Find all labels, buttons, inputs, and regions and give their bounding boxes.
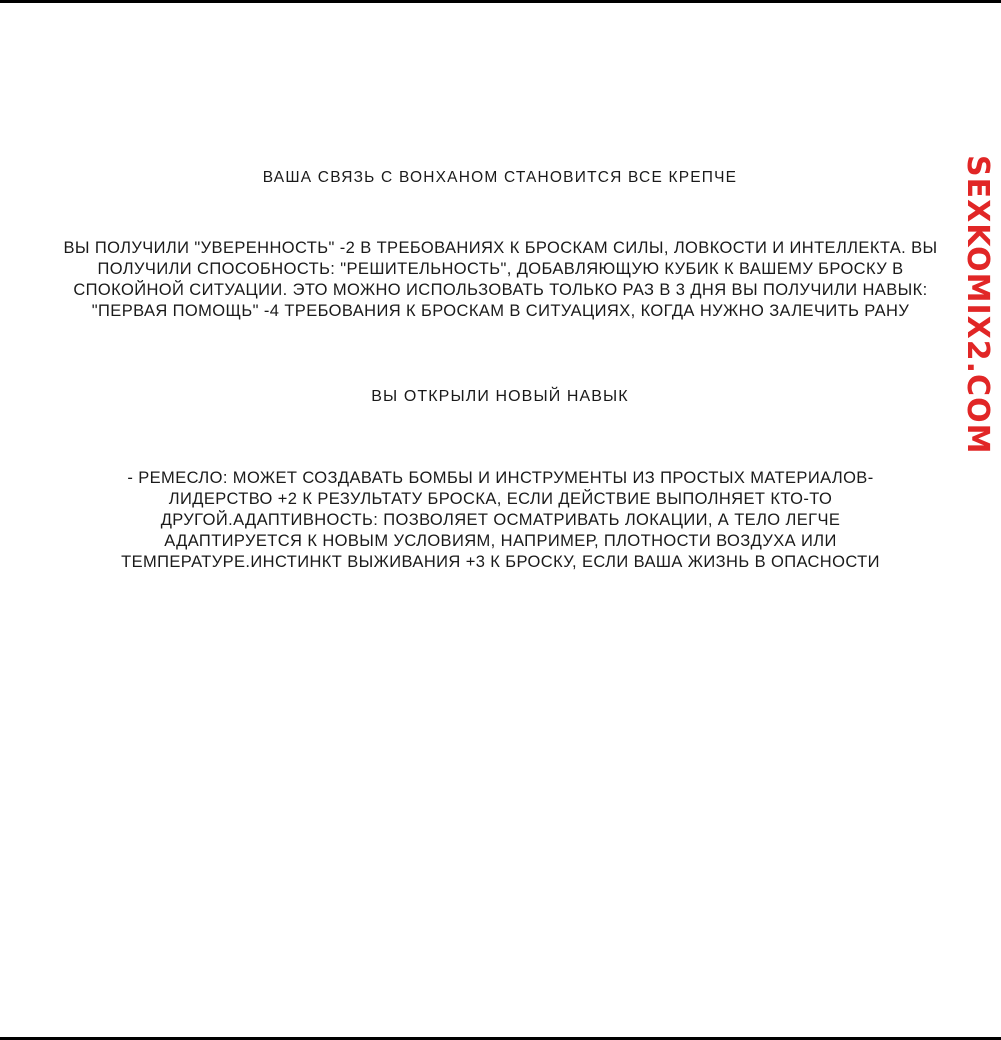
- site-watermark: SEXKOMIX2.COM: [960, 155, 995, 455]
- skill-list-text: - РЕМЕСЛО: МОЖЕТ СОЗДАВАТЬ БОМБЫ И ИНСТРУМЕНТЫ ИЗ ПРОСТЫХ МАТЕРИАЛОВ- ЛИДЕРСТВО +2 К РЕЗУЛЬТАТУ БРОСКА, ЕСЛИ ДЕЙСТВИЕ ВЫПОЛНЯЕТ КТО-ТО ДРУГОЙ.АДАПТИВНОСТЬ: ПОЗВОЛЯЕТ ОСМАТРИВАТЬ ЛОКАЦИИ, А ТЕЛО ЛЕГЧЕ АДАПТИРУЕТСЯ К НОВЫМ УСЛОВИЯМ, НАПРИМЕР, ПЛОТНОСТИ ВОЗДУХА ИЛИ ТЕМПЕРАТУРЕ.ИНСТИНКТ ВЫЖИВАНИЯ +3 К БРОСКУ, ЕСЛИ ВАША ЖИЗНЬ В ОПАСНОСТИ: [121, 469, 880, 572]
- bond-status-text: ВАША СВЯЗЬ С ВОНХАНОМ СТАНОВИТСЯ ВСЕ КРЕПЧЕ: [262, 169, 738, 186]
- page-top-border: [0, 0, 1001, 3]
- stat-gains-text: ВЫ ПОЛУЧИЛИ "УВЕРЕННОСТЬ" -2 В ТРЕБОВАНИЯХ К БРОСКАМ СИЛЫ, ЛОВКОСТИ И ИНТЕЛЛЕКТА. ВЫ ПОЛУЧИЛИ СПОСОБНОСТЬ: "РЕШИТЕЛЬНОСТЬ", ДОБАВЛЯЮЩУЮ КУБИК К ВАШЕМУ БРОСКУ В СПОКОЙНОЙ СИТУАЦИИ. ЭТО МОЖНО ИСПОЛЬЗОВАТЬ ТОЛЬКО РАЗ В 3 ДНЯ ВЫ ПОЛУЧИЛИ НАВЫК: "ПЕРВАЯ ПОМОЩЬ" -4 ТРЕБОВАНИЯ К БРОСКАМ В СИТУАЦИЯХ, КОГДА НУЖНО ЗАЛЕЧИТЬ РАНУ: [63, 239, 938, 321]
- new-skill-header: ВЫ ОТКРЫЛИ НОВЫЙ НАВЫК: [371, 388, 629, 405]
